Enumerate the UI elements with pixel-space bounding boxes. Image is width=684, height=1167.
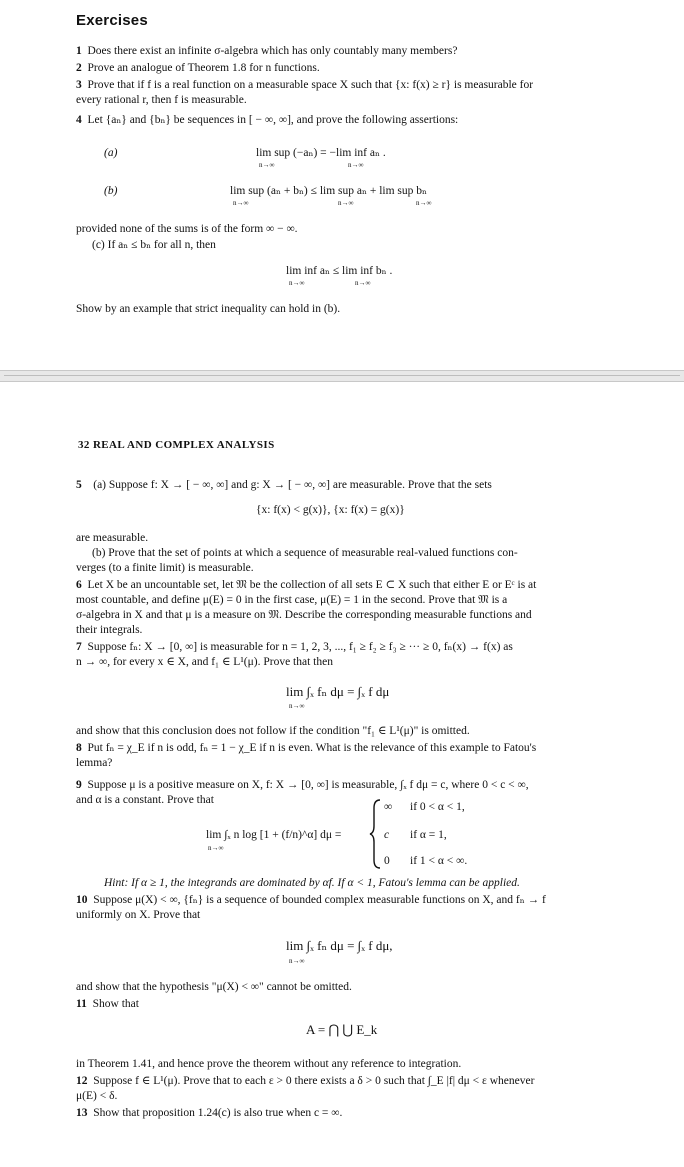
exercise-text-line: Suppose fₙ: X → [0, ∞] is measurable for n = 1, 2, 3, ..., f₁ ≥ f₂ ≥ f₃ ≥ ··· ≥ 0, fₙ(x) → f(x) as (87, 641, 513, 653)
part-c-text: (c) If aₙ ≤ bₙ for all n, then (92, 239, 216, 251)
case-value: c (384, 829, 390, 841)
part-b-label: (b) (104, 185, 118, 197)
exercise-8-line-2: lemma? (76, 757, 113, 769)
exercise-4 (76, 113, 458, 127)
exercise-number: 7 (76, 641, 82, 653)
exercise-1 (76, 44, 457, 58)
exercise-number: 9 (76, 779, 82, 791)
exercise-number: 4 (76, 114, 82, 126)
exercise-7-after: and show that this conclusion does not follow if the condition "f₁ ∈ L¹(μ)" is omitted. (76, 725, 470, 737)
page-separator (0, 370, 684, 382)
page-bottom (0, 382, 684, 1167)
exercise-2 (76, 61, 320, 75)
exercise-text: Show that proposition 1.24(c) is also true when c = ∞. (93, 1107, 343, 1119)
exercise-text-line: Suppose μ is a positive measure on X, f: X → [0, ∞] is measurable, ∫ₓ f dμ = c, where 0 < c < ∞, (87, 779, 529, 791)
exercise-9 (76, 778, 529, 792)
lim-subscript: n→∞ (208, 844, 224, 852)
exercise-6 (76, 578, 536, 592)
exercise-text: Show that (92, 998, 139, 1010)
exercise-number: 6 (76, 579, 82, 591)
exercise-text: Let {aₙ} and {bₙ} be sequences in [ − ∞, ∞], and prove the following assertions: (87, 114, 459, 126)
exercise-6-line-2: most countable, and define μ(E) = 0 in the first case, μ(E) = 1 in the second. Prove that 𝔐 is a (76, 594, 508, 606)
lim-subscript: n→∞ (233, 199, 249, 207)
exercise-text-line: Let X be an uncountable set, let 𝔐 be the collection of all sets E ⊂ X such that either E or Eᶜ is at (87, 579, 537, 591)
page-top (0, 0, 684, 370)
part-c-formula: lim inf aₙ ≤ lim inf bₙ . (286, 265, 393, 277)
exercise-6-line-4: their integrals. (76, 624, 143, 636)
monotone-formula: lim ∫ₓ fₙ dμ = ∫ₓ f dμ (286, 684, 390, 699)
lim-subscript: n→∞ (289, 702, 305, 710)
part-b-line-1: (b) Prove that the set of points at which a sequence of measurable real-valued functions con- (92, 547, 518, 559)
exercise-number: 10 (76, 894, 88, 906)
case-value: ∞ (384, 801, 393, 813)
provided-text: provided none of the sums is of the form ∞ − ∞. (76, 223, 298, 235)
exercise-number: 11 (76, 998, 87, 1010)
part-a-formula: lim sup (−aₙ) = −lim inf aₙ . (256, 147, 386, 159)
show-example-text: Show by an example that strict inequality can hold in (b). (76, 303, 341, 315)
exercise-7 (76, 640, 513, 654)
exercise-text-line: Suppose f ∈ L¹(μ). Prove that to each ε > 0 there exists a δ > 0 such that ∫_E |f| dμ < ε whenever (93, 1075, 535, 1087)
exercise-10 (76, 893, 546, 907)
exercise-text-line: Prove that if f is a real function on a measurable space X such that {x: f(x) ≥ r} is measurable for (87, 79, 534, 91)
case-condition: if 0 < α < 1, (410, 801, 465, 813)
exercise-number: 8 (76, 742, 82, 754)
exercise-6-line-3: σ-algebra in X and that μ is a measure on 𝔐. Describe the corresponding measurable functions and (76, 609, 532, 621)
lim-subscript: n→∞ (355, 279, 371, 287)
case-condition: if 1 < α < ∞. (410, 855, 468, 867)
part-b-formula: lim sup (aₙ + bₙ) ≤ lim sup aₙ + lim sup bₙ (230, 185, 427, 197)
exercise-text-line: Suppose μ(X) < ∞, {fₙ} is a sequence of bounded complex measurable functions on X, and fₙ → f (93, 894, 546, 906)
exercise-9-line-2: and α is a constant. Prove that (76, 794, 214, 806)
exercise-text: Prove an analogue of Theorem 1.8 for n functions. (87, 62, 320, 74)
exercise-8 (76, 741, 536, 755)
sets-formula: {x: f(x) < g(x)}, {x: f(x) = g(x)} (256, 504, 405, 516)
exercise-5 (76, 478, 492, 492)
exercise-text: Does there exist an infinite σ-algebra which has only countably many members? (87, 45, 458, 57)
exercise-number: 3 (76, 79, 82, 91)
exercise-12-line-2: μ(E) < δ. (76, 1090, 118, 1102)
exercise-10-after: and show that the hypothesis "μ(X) < ∞" cannot be omitted. (76, 981, 352, 993)
measurable-text: are measurable. (76, 532, 149, 544)
set-formula: A = ⋂ ⋃ E_k (306, 1022, 378, 1037)
exercise-13 (76, 1106, 342, 1120)
exercise-text: (a) Suppose f: X → [ − ∞, ∞] and g: X → [ − ∞, ∞] are measurable. Prove that the sets (93, 479, 492, 491)
exercise-text-line: Put fₙ = χ_E if n is odd, fₙ = 1 − χ_E if n is even. What is the relevance of this example to Fatou's (87, 742, 537, 754)
exercise-number: 5 (76, 479, 82, 491)
cases-brace (368, 798, 382, 870)
exercise-11 (76, 997, 139, 1011)
exercise-10-line-2: uniformly on X. Prove that (76, 909, 201, 921)
exercise-number: 1 (76, 45, 82, 57)
part-b-line-2: verges (to a finite limit) is measurable. (76, 562, 254, 574)
part-a-label: (a) (104, 147, 118, 159)
hint-text: Hint: If α ≥ 1, the integrands are dominated by αf. If α < 1, Fatou's lemma can be applied. (104, 877, 520, 889)
running-header: 32 REAL AND COMPLEX ANALYSIS (78, 439, 275, 451)
exercise-12 (76, 1074, 534, 1088)
case-value: 0 (384, 855, 390, 867)
lim-subscript: n→∞ (338, 199, 354, 207)
case-condition: if α = 1, (410, 829, 447, 841)
log-integral-formula: lim ∫ₓ n log [1 + (f/n)^α] dμ = (206, 829, 342, 841)
section-title: Exercises (76, 12, 148, 29)
uniform-limit-formula: lim ∫ₓ fₙ dμ = ∫ₓ f dμ, (286, 938, 393, 953)
exercise-number: 2 (76, 62, 82, 74)
lim-subscript: n→∞ (289, 279, 305, 287)
lim-subscript: n→∞ (289, 957, 305, 965)
exercise-11-after: in Theorem 1.41, and hence prove the theorem without any reference to integration. (76, 1058, 462, 1070)
exercise-number: 12 (76, 1075, 88, 1087)
exercise-number: 13 (76, 1107, 88, 1119)
lim-subscript: n→∞ (348, 161, 364, 169)
exercise-7-line-2: n → ∞, for every x ∈ X, and f₁ ∈ L¹(μ). Prove that then (76, 656, 333, 668)
exercise-3-line-2: every rational r, then f is measurable. (76, 94, 247, 106)
lim-subscript: n→∞ (259, 161, 275, 169)
separator-rule (4, 375, 680, 376)
lim-subscript: n→∞ (416, 199, 432, 207)
exercise-3 (76, 78, 533, 92)
